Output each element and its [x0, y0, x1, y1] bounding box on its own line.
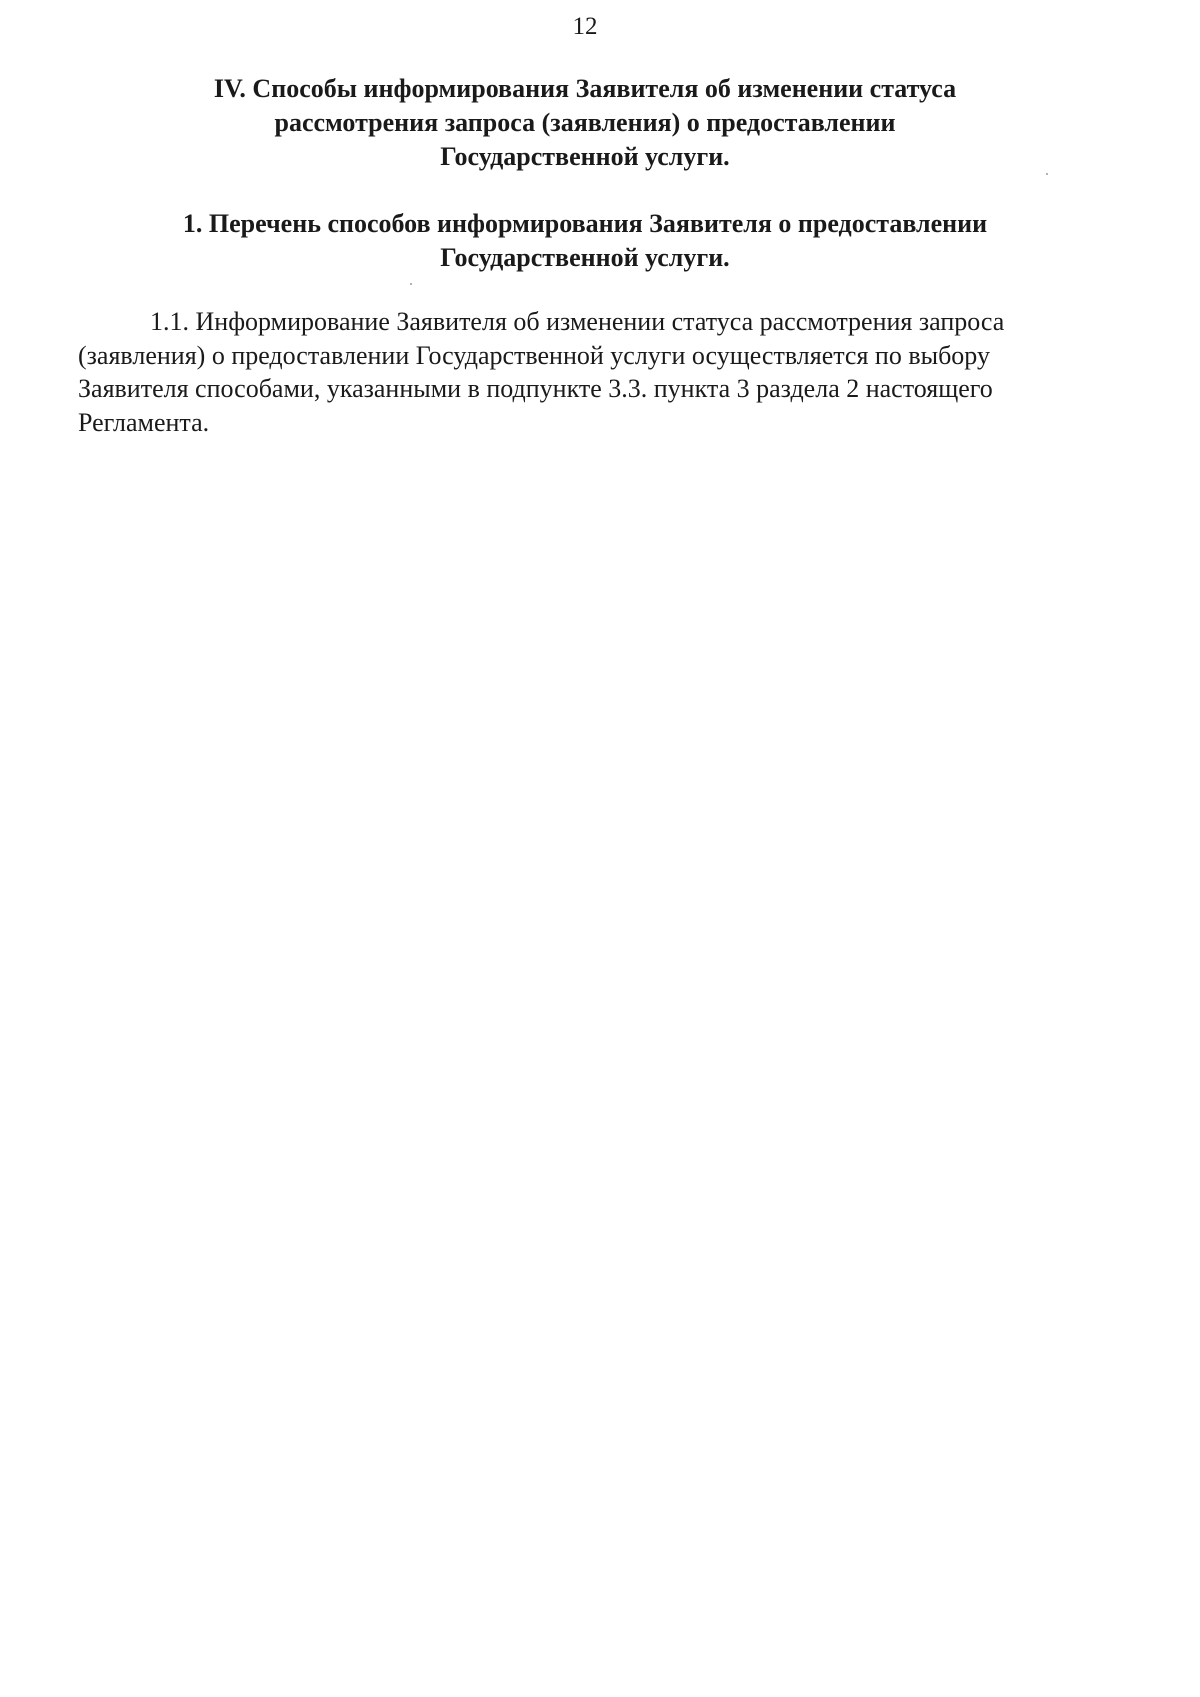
- section-title-line: IV. Способы информирования Заявителя об изменении статуса: [213, 74, 957, 103]
- paragraph-line: Регламента.: [78, 407, 210, 437]
- page-number: 12: [572, 13, 598, 40]
- section-title-line: рассмотрения запроса (заявления) о предоставлении: [274, 108, 896, 137]
- scan-speck: [1046, 173, 1048, 175]
- paragraph-line: 1.1. Информирование Заявителя об изменении статуса рассмотрения запроса: [150, 307, 1005, 336]
- subsection-title-line: 1. Перечень способов информирования Заявителя о предоставлении: [182, 209, 988, 238]
- body-paragraph: [78, 305, 1078, 439]
- subsection-title-line: Государственной услуги.: [440, 243, 730, 272]
- subsection-title: [0, 207, 1170, 275]
- section-title: [0, 72, 1170, 174]
- scan-speck: [410, 283, 412, 285]
- section-title-line: Государственной услуги.: [440, 142, 730, 171]
- paragraph-line: Заявителя способами, указанными в подпункте 3.3. пункта 3 раздела 2 настоящего: [78, 374, 993, 403]
- paragraph-line: (заявления) о предоставлении Государственной услуги осуществляется по выбору: [78, 340, 990, 370]
